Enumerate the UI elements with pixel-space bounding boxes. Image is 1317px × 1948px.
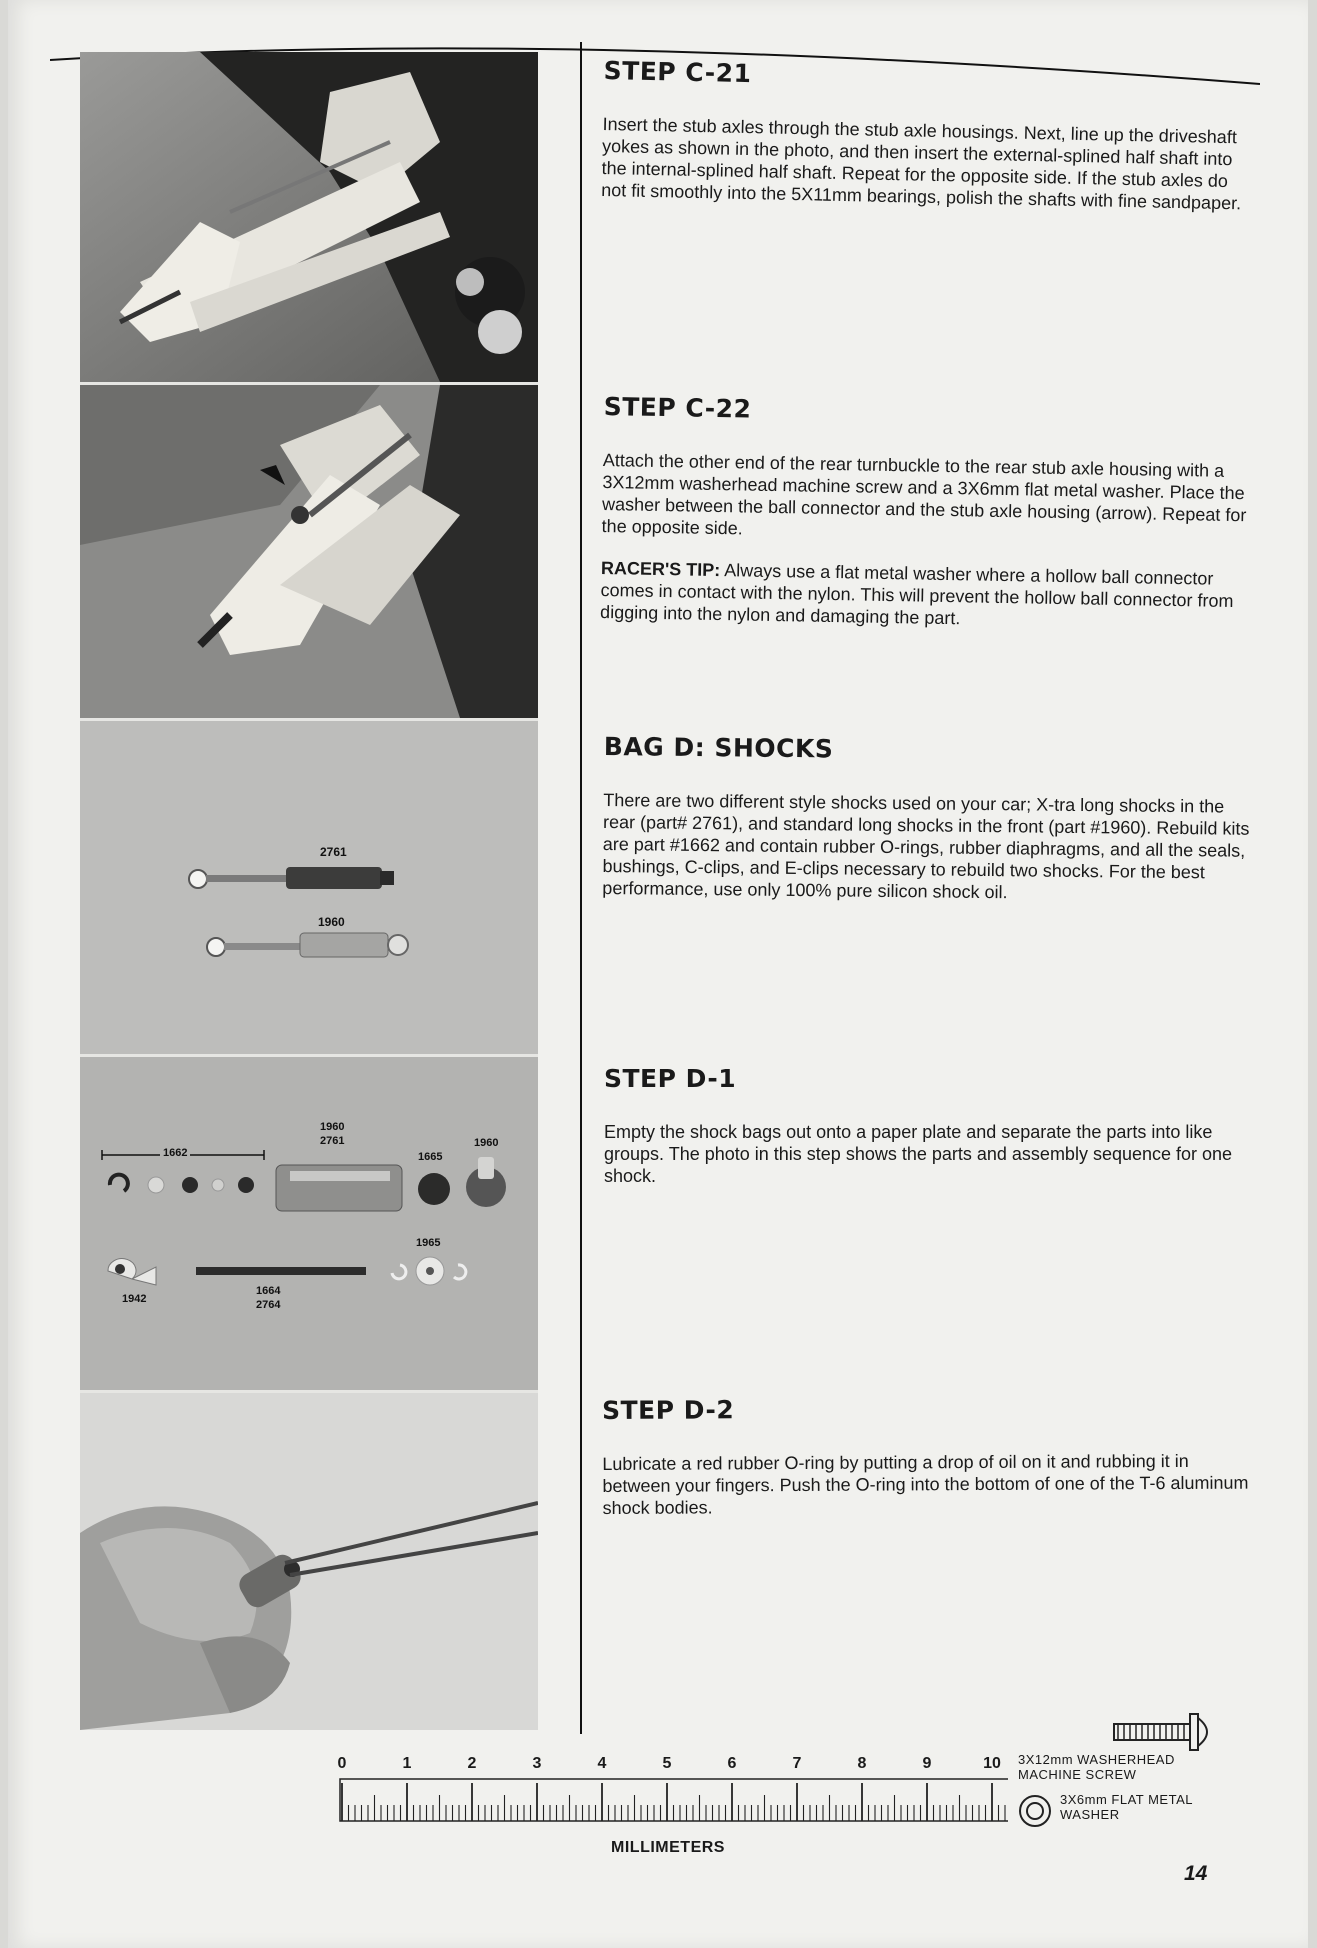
part-label-1662: 1662 (160, 1147, 190, 1159)
ruler-number: 7 (792, 1755, 802, 1772)
section-title: STEP C-21 (603, 56, 752, 89)
ruler-number: 2 (467, 1755, 477, 1772)
ruler-number: 10 (983, 1755, 1001, 1772)
section-body: Lubricate a red rubber O-ring by putting a drop of oil on it and rubbing it in between your fingers. Push the O-ring into the bottom of one of the T-6 aluminum shock bodies. (602, 1450, 1249, 1518)
racers-tip (600, 557, 1253, 634)
photo-step-d2 (80, 1393, 538, 1730)
column-divider (580, 42, 582, 1734)
part-label-1960-a: 1960 (320, 1121, 345, 1133)
flat-washer-icon (1018, 1794, 1052, 1828)
millimeter-ruler (328, 1755, 1008, 1865)
manual-page (8, 0, 1308, 1948)
ruler-number: 3 (532, 1755, 542, 1772)
section-step-c21 (601, 56, 1256, 235)
part-label-2761: 2761 (320, 1135, 345, 1147)
section-body: Attach the other end of the rear turnbuckle to the rear stub axle housing with a 3X12mm washerhead machine screw and a 3X6mm flat metal washer. Place the washer between the ball connector and the stub axle housing (arrow). Repeat for the opposite side. (601, 449, 1247, 539)
photo-step-c22 (80, 385, 538, 721)
part-label-1965: 1965 (416, 1237, 441, 1249)
machine-screw-icon (1112, 1710, 1216, 1754)
section-body: Insert the stub axles through the stub axle housings. Next, line up the driveshaft yokes as shown in the photo, and then insert the external-splined half shaft into the internal-splined half shaft. Repeat for the opposite side. If the stub axles do not fit smoothly into the 5X11mm bearings, polish the shafts with fine sandpaper. (600, 113, 1242, 214)
part-label-1942: 1942 (122, 1293, 147, 1305)
photo-step-d1-parts (80, 1057, 538, 1393)
shock-label-2761: 2761 (320, 845, 347, 859)
ruler-ticks (328, 1775, 1008, 1845)
ruler-number: 4 (597, 1755, 607, 1772)
section-body: Empty the shock bags out onto a paper plate and separate the parts into like groups. The photo in this step shows the parts and assembly sequence for one shock. (604, 1122, 1233, 1186)
section-step-c22 (600, 392, 1256, 654)
ruler-number: 1 (402, 1755, 412, 1772)
photo-column (80, 52, 540, 1730)
ruler-label: MILLIMETERS (611, 1839, 725, 1856)
ruler-number: 9 (922, 1755, 932, 1772)
legend-washer-label: 3X6mm FLAT METAL WASHER (1060, 1792, 1193, 1822)
section-bag-d-shocks (602, 732, 1256, 926)
part-label-1960-b: 1960 (474, 1137, 499, 1149)
legend-screw-label: 3X12mm WASHERHEAD MACHINE SCREW (1018, 1752, 1175, 1782)
section-title: STEP C-22 (603, 392, 752, 424)
section-step-d1 (604, 1064, 1256, 1207)
racers-tip-text: Always use a flat metal washer where a hollow ball connector comes in contact with the nylon. This will prevent the hollow ball connector from digging into the nylon and damaging the part. (599, 560, 1234, 629)
section-title: STEP D-1 (604, 1064, 737, 1093)
photo-step-c21 (80, 52, 538, 385)
section-body: There are two different style shocks used on your car; X-tra long shocks in the rear (part# 2761), and standard long shocks in the front (part #1960). Rebuild kits are part #1662 and contain rubber O-rings, rubber diaphragms, and all the seals, bushings, C-clips, and E-clips necessary to rebuild two shocks. For the best performance, use only 100% pure silicon shock oil. (602, 789, 1250, 903)
racers-tip-label: RACER'S TIP: (600, 557, 721, 581)
section-title: STEP D-2 (602, 1395, 735, 1425)
section-title: BAG D: SHOCKS (603, 732, 834, 764)
ruler-number: 6 (727, 1755, 737, 1772)
page-number: 14 (1184, 1862, 1208, 1885)
part-label-2764: 2764 (256, 1299, 281, 1311)
ruler-number: 5 (662, 1755, 672, 1772)
section-step-d2 (602, 1393, 1255, 1539)
part-label-1664: 1664 (256, 1285, 281, 1297)
part-label-1665: 1665 (418, 1151, 443, 1163)
shock-label-1960: 1960 (318, 915, 345, 929)
ruler-number: 8 (857, 1755, 867, 1772)
photo-bag-d-shocks (80, 721, 538, 1057)
ruler-number: 0 (337, 1755, 347, 1772)
